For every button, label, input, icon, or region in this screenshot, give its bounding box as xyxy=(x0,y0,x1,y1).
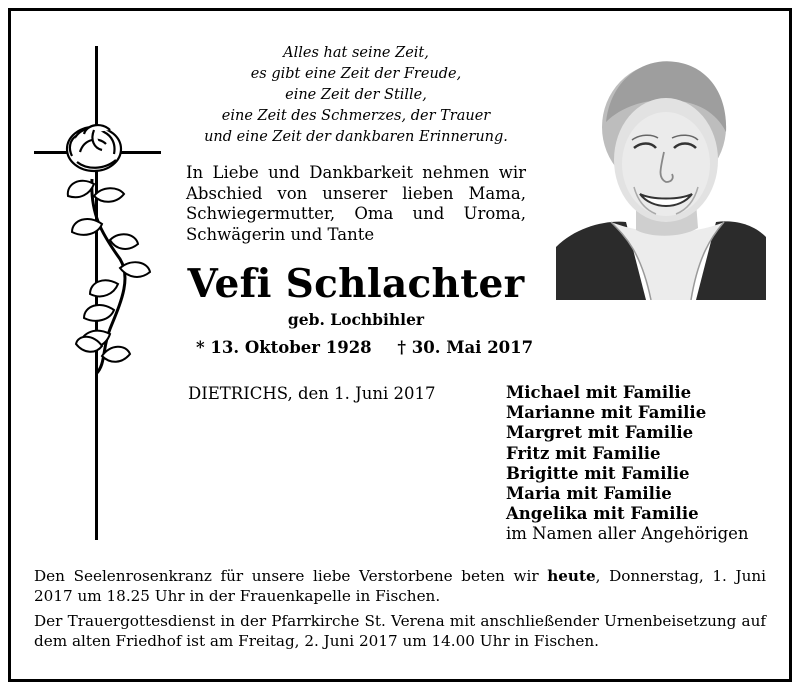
family-member: Michael mit Familie xyxy=(506,383,692,402)
intro-line: Abschied von unserer lieben Mama, xyxy=(186,183,526,203)
family-member: Angelika mit Familie xyxy=(506,504,699,524)
family-member: Margret mit Familie xyxy=(506,423,694,443)
service-info xyxy=(34,566,766,656)
funeral-service-info: Der Trauergottesdienst in der Pfarrkirche St. Verena mit anschließender Urnenbeisetzung auf dem alten Friedhof ist am Freitag, 2. Juni 2017 um 14.00 Uhr in Fischen. xyxy=(34,612,766,650)
family-list xyxy=(506,383,749,545)
quote-line: und eine Zeit der dankbaren Erinnerung. xyxy=(204,129,508,145)
family-closing: im Namen aller Angehörigen xyxy=(506,524,749,544)
rosary-text-start: Den Seelenrosenkranz für unsere liebe Verstorbene beten wir xyxy=(34,567,548,585)
intro-line: In Liebe und Dankbarkeit nehmen wir xyxy=(186,163,526,182)
cross-with-rose-icon xyxy=(32,44,164,544)
maiden-name: geb. Lochbihler xyxy=(287,310,425,329)
quote-line: eine Zeit des Schmerzes, der Trauer xyxy=(221,108,491,124)
rosary-info xyxy=(34,566,766,606)
deceased-name: Vefi Schlachter xyxy=(187,261,525,307)
birth-date: * 13. Oktober 1928 xyxy=(196,338,372,357)
quote-line: Alles hat seine Zeit, xyxy=(283,45,429,61)
life-dates xyxy=(186,337,534,359)
intro-text xyxy=(186,163,526,245)
family-member: Marianne mit Familie xyxy=(506,403,707,423)
intro-line: Schwiegermutter, Oma und Uroma, xyxy=(186,204,526,223)
rosary-today: heute xyxy=(547,567,596,585)
death-date: † 30. Mai 2017 xyxy=(397,338,534,357)
quote-block xyxy=(186,43,526,148)
intro-line: Schwägerin und Tante xyxy=(186,224,375,244)
rosary-text-end: , Donnerstag, 1. Juni 2017 um 18.25 Uhr in der Frauenkapelle in Fischen. xyxy=(34,567,766,605)
quote-line: eine Zeit der Stille, xyxy=(285,87,427,103)
place-date: DIETRICHS, den 1. Juni 2017 xyxy=(188,384,436,403)
family-member: Fritz mit Familie xyxy=(506,443,661,463)
quote-line: es gibt eine Zeit der Freude, xyxy=(250,66,462,82)
family-member: Maria mit Familie xyxy=(506,484,672,504)
family-member: Brigitte mit Familie xyxy=(506,463,690,483)
portrait-photo xyxy=(556,52,766,300)
